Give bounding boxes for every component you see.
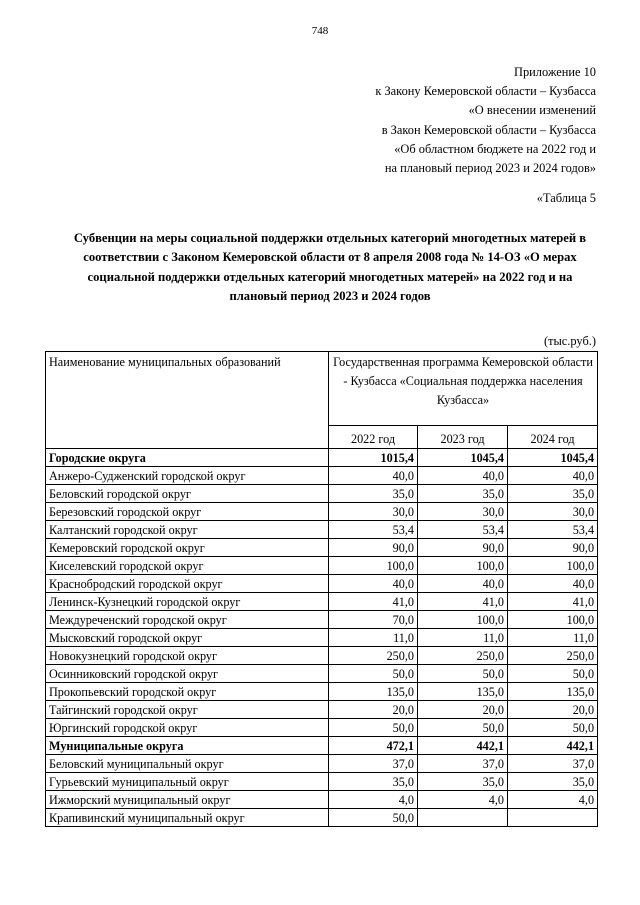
value-2024 <box>508 809 598 827</box>
value-2023: 250,0 <box>418 647 508 665</box>
table-row <box>46 809 598 827</box>
value-2024: 90,0 <box>508 539 598 557</box>
table-row <box>46 665 598 683</box>
municipality-name: Беловский муниципальный округ <box>46 755 329 773</box>
value-2022: 100,0 <box>329 557 418 575</box>
page-number: 748 <box>311 25 329 37</box>
value-2024: 100,0 <box>508 557 598 575</box>
table-row <box>46 503 598 521</box>
municipality-name: Ленинск-Кузнецкий городской округ <box>46 593 329 611</box>
table-row <box>46 449 598 467</box>
value-2022: 135,0 <box>329 683 418 701</box>
value-2022: 250,0 <box>329 647 418 665</box>
municipality-name: Беловский городской округ <box>46 485 329 503</box>
value-2024: 50,0 <box>508 719 598 737</box>
value-2022: 37,0 <box>329 755 418 773</box>
municipality-name: Междуреченский городской округ <box>46 611 329 629</box>
value-2022: 90,0 <box>329 539 418 557</box>
municipality-name: Киселевский городской округ <box>46 557 329 575</box>
value-2022: 70,0 <box>329 611 418 629</box>
value-2022: 50,0 <box>329 665 418 683</box>
value-2024: 1045,4 <box>508 449 598 467</box>
table-row <box>46 575 598 593</box>
value-2024: 442,1 <box>508 737 598 755</box>
table-row <box>46 791 598 809</box>
value-2022: 11,0 <box>329 629 418 647</box>
municipality-name: Крапивинский муниципальный округ <box>46 809 329 827</box>
municipality-name: Городские округа <box>46 449 329 467</box>
table-body <box>46 449 598 827</box>
municipality-name: Юргинский городской округ <box>46 719 329 737</box>
municipality-name: Калтанский городской округ <box>46 521 329 539</box>
value-2023: 1045,4 <box>418 449 508 467</box>
value-2022: 4,0 <box>329 791 418 809</box>
municipality-name: Тайгинский городской округ <box>46 701 329 719</box>
value-2023: 90,0 <box>418 539 508 557</box>
value-2022: 40,0 <box>329 467 418 485</box>
appendix-line: «О внесении изменений <box>468 103 596 118</box>
table-row <box>46 773 598 791</box>
table-row <box>46 521 598 539</box>
value-2024: 4,0 <box>508 791 598 809</box>
value-2023: 37,0 <box>418 755 508 773</box>
municipality-name: Осинниковский городской округ <box>46 665 329 683</box>
value-2024: 20,0 <box>508 701 598 719</box>
table-row <box>46 557 598 575</box>
value-2024: 53,4 <box>508 521 598 539</box>
value-2023: 50,0 <box>418 665 508 683</box>
table-row <box>46 755 598 773</box>
value-2023: 11,0 <box>418 629 508 647</box>
table-row <box>46 647 598 665</box>
municipality-name: Кемеровский городской округ <box>46 539 329 557</box>
value-2023: 40,0 <box>418 575 508 593</box>
appendix-line: на плановый период 2023 и 2024 годов» <box>384 161 596 176</box>
value-2024: 250,0 <box>508 647 598 665</box>
header-year-2024: 2024 год <box>508 426 598 449</box>
table-reference: «Таблица 5 <box>536 191 596 205</box>
value-2023: 53,4 <box>418 521 508 539</box>
municipality-name: Березовский городской округ <box>46 503 329 521</box>
value-2022: 1015,4 <box>329 449 418 467</box>
table-row <box>46 485 598 503</box>
value-2022: 35,0 <box>329 485 418 503</box>
header-program: Государственная программа Кемеровской области - Кузбасса «Социальная поддержка населения Кузбасса» <box>329 352 598 426</box>
value-2022: 40,0 <box>329 575 418 593</box>
units-label: (тыс.руб.) <box>543 334 596 348</box>
value-2024: 11,0 <box>508 629 598 647</box>
municipality-name: Новокузнецкий городской округ <box>46 647 329 665</box>
value-2023: 442,1 <box>418 737 508 755</box>
table-row <box>46 719 598 737</box>
value-2023: 20,0 <box>418 701 508 719</box>
value-2024: 100,0 <box>508 611 598 629</box>
value-2022: 50,0 <box>329 809 418 827</box>
value-2023: 135,0 <box>418 683 508 701</box>
table-row <box>46 467 598 485</box>
value-2023: 35,0 <box>418 485 508 503</box>
appendix-line: к Закону Кемеровской области – Кузбасса <box>375 84 596 99</box>
table-row <box>46 611 598 629</box>
value-2022: 30,0 <box>329 503 418 521</box>
value-2023: 50,0 <box>418 719 508 737</box>
header-year-2023: 2023 год <box>418 426 508 449</box>
municipality-name: Прокопьевский городской округ <box>46 683 329 701</box>
value-2024: 40,0 <box>508 575 598 593</box>
header-name: Наименование муниципальных образований <box>46 352 329 449</box>
value-2023: 100,0 <box>418 611 508 629</box>
value-2024: 41,0 <box>508 593 598 611</box>
municipality-name: Гурьевский муниципальный округ <box>46 773 329 791</box>
table-row <box>46 683 598 701</box>
value-2024: 35,0 <box>508 773 598 791</box>
value-2024: 30,0 <box>508 503 598 521</box>
value-2023: 30,0 <box>418 503 508 521</box>
appendix-line: Приложение 10 <box>514 65 596 79</box>
appendix-line: «Об областном бюджете на 2022 год и <box>394 141 596 156</box>
table-header-row <box>46 352 598 426</box>
value-2023: 35,0 <box>418 773 508 791</box>
appendix-header <box>375 63 596 178</box>
value-2022: 35,0 <box>329 773 418 791</box>
header-year-2022: 2022 год <box>329 426 418 449</box>
value-2023 <box>418 809 508 827</box>
municipality-name: Мысковский городской округ <box>46 629 329 647</box>
value-2024: 50,0 <box>508 665 598 683</box>
municipality-name: Краснобродский городской округ <box>46 575 329 593</box>
appendix-line: в Закон Кемеровской области – Кузбасса <box>381 122 596 137</box>
value-2022: 41,0 <box>329 593 418 611</box>
value-2022: 472,1 <box>329 737 418 755</box>
value-2023: 4,0 <box>418 791 508 809</box>
municipality-name: Муниципальные округа <box>46 737 329 755</box>
value-2023: 100,0 <box>418 557 508 575</box>
municipality-name: Анжеро-Судженский городской округ <box>46 467 329 485</box>
value-2024: 135,0 <box>508 683 598 701</box>
value-2022: 20,0 <box>329 701 418 719</box>
table-row <box>46 629 598 647</box>
value-2024: 40,0 <box>508 467 598 485</box>
document-title: Субвенции на меры социальной поддержки отдельных категорий многодетных матерей в соответствии с Законом Кемеровской области от 8 апреля 2008 года № 14-ОЗ «О мерах социальной поддержки отдельных категорий многодетных матерей» на 2022 год и на плановый период 2023 и 2024 годов <box>73 231 587 303</box>
value-2022: 53,4 <box>329 521 418 539</box>
value-2022: 50,0 <box>329 719 418 737</box>
table-row <box>46 737 598 755</box>
table-row <box>46 593 598 611</box>
value-2023: 41,0 <box>418 593 508 611</box>
table-row <box>46 539 598 557</box>
table-row <box>46 701 598 719</box>
value-2024: 35,0 <box>508 485 598 503</box>
value-2024: 37,0 <box>508 755 598 773</box>
value-2023: 40,0 <box>418 467 508 485</box>
municipality-name: Ижморский муниципальный округ <box>46 791 329 809</box>
subsidies-table <box>45 351 598 827</box>
